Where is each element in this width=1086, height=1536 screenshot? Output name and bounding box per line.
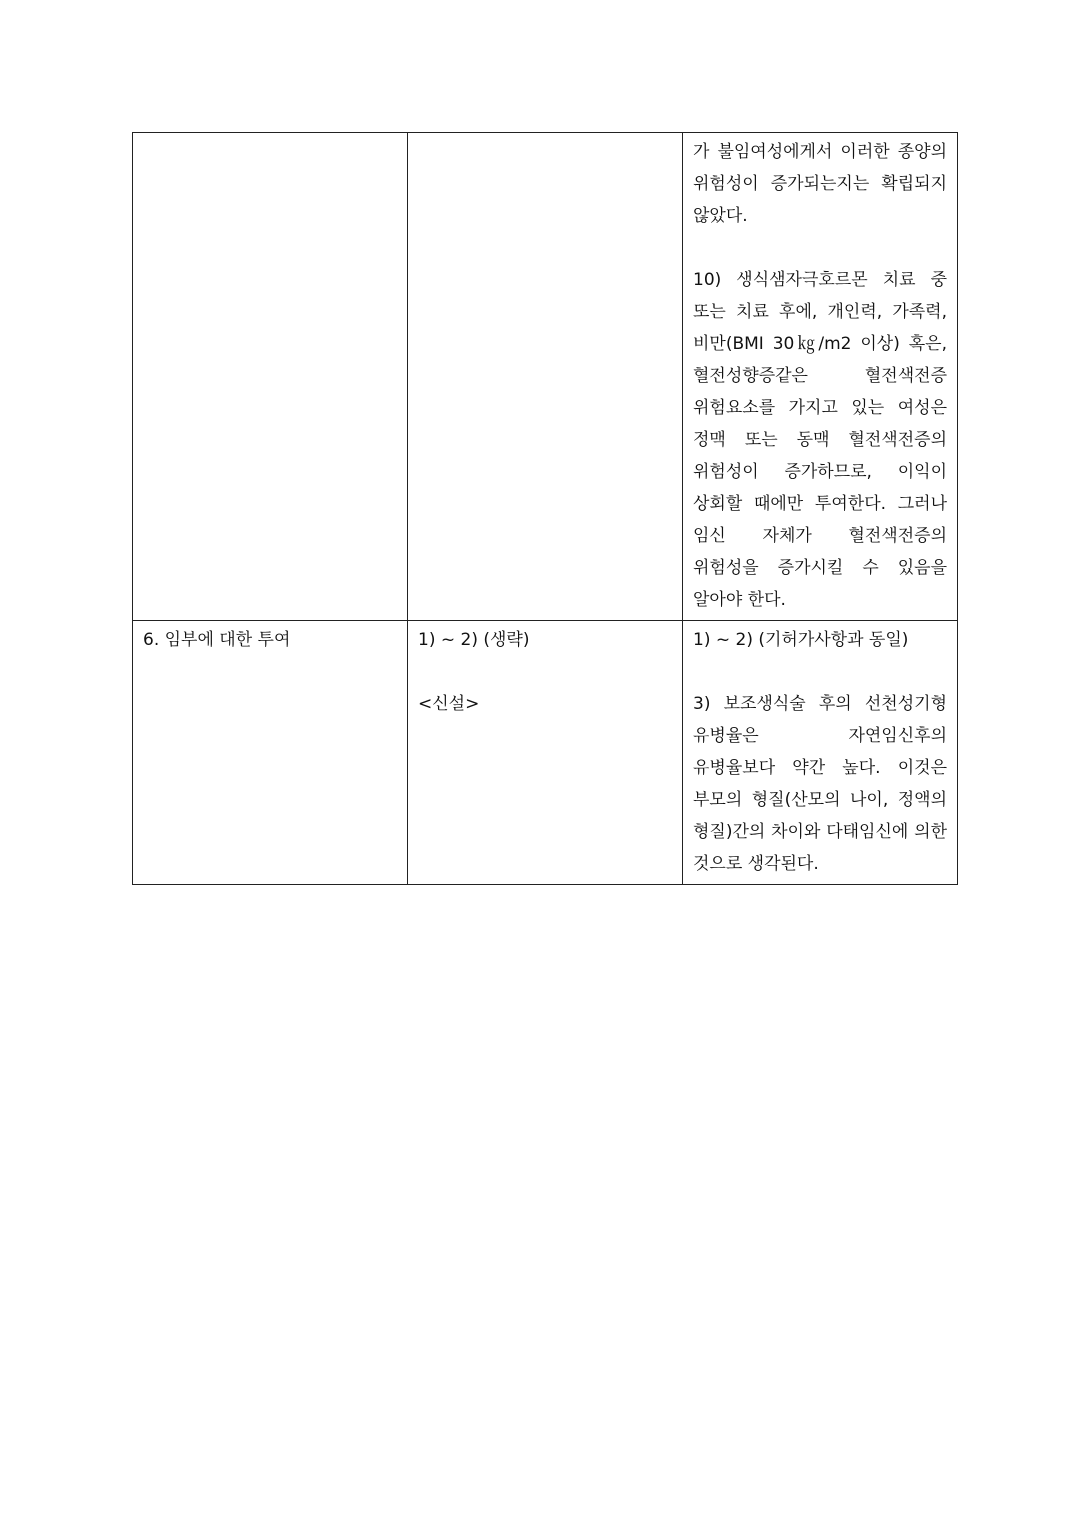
table-cell [133,133,408,621]
cell-paragraph: 1) ~ 2) (기허가사항과 동일) [693,630,909,650]
cell-paragraph: <신설> [418,694,480,714]
section-heading: 6. 임부에 대한 투여 [143,630,291,650]
cell-paragraph: 가 불임여성에게서 이러한 종양의 위험성이 증가되는지는 확립되지 않았다. [693,142,947,226]
table-cell [133,621,408,885]
comparison-table [132,132,958,885]
cell-paragraph: 3) 보조생식술 후의 선천성기형 유병율은 자연임신후의 유병율보다 약간 높다. 이것은 부모의 형질(산모의 나이, 정액의 형질)간의 차이와 다태임신에 의한 것으로 생각된다. [693,694,947,874]
table-cell [408,133,683,621]
cell-paragraph: 1) ~ 2) (생략) [418,630,530,650]
table-row [133,133,958,621]
table-cell [683,133,958,621]
table-cell [408,621,683,885]
table-row [133,621,958,885]
cell-paragraph: 10) 생식샘자극호르몬 치료 중 또는 치료 후에, 개인력, 가족력, 비만(BMI 30㎏/m2 이상) 혹은, 혈전성향증같은 혈전색전증 위험요소를 가지고 있는 여성은 정맥 또는 동맥 혈전색전증의 위험성이 증가하므로, 이익이 상회할 때에만 투여한다. 그러나 임신 자체가 혈전색전증의 위험성을 증가시킬 수 있음을 알아야 한다. [693,270,947,610]
table-cell [683,621,958,885]
